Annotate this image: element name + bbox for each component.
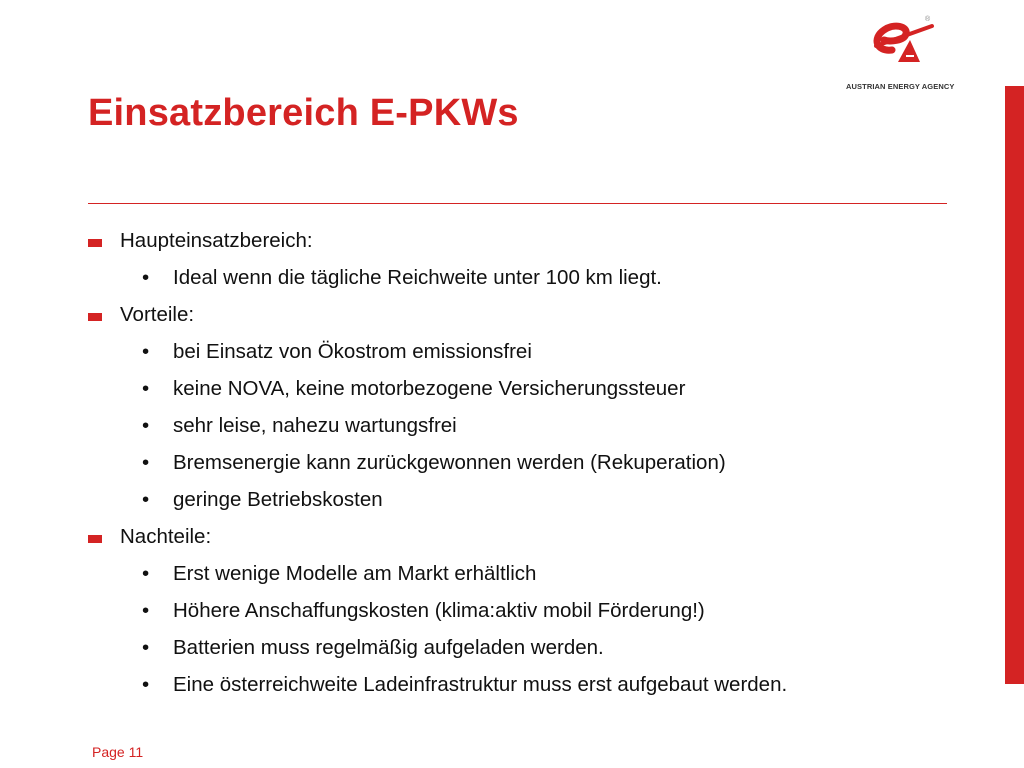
bullet-icon: • [142,599,150,622]
company-logo [846,14,956,91]
red-bar-marker-icon [88,535,102,543]
red-bar-marker-icon [88,239,102,247]
bullet-icon: • [142,488,150,511]
bullet-icon: • [142,451,150,474]
page-number: Page 11 [92,744,144,760]
bullet-icon: • [142,636,150,659]
slide: ® AUSTRIAN ENERGY AGENCY Einsatzbereich E-PKWs Haupteinsatzbereich: • Ideal wenn die tägliche Reichweite unter 100 km liegt. Vorteile: • bei Einsatz von Ökostrom emissionsfrei • keine NOVA, keine motorbezogene Versicherungssteuer • sehr leise, nahezu wartungsfrei • Bremsenergie kann zurückgewonnen werden (Rekuperation) • geringe Betriebskosten Nachteile: • Erst wenige Modelle am Markt erhältlich • Höhere Anschaffungskosten (klima:aktiv mobil Förderung!) • Batterien muss regelmäßig aufgeladen werden. • Eine österreichweite Ladeinfrastruktur muss erst aufgebaut werden. Page 11 [0,0,1024,768]
red-bar-marker-icon [88,313,102,321]
bullet-icon: • [142,562,150,585]
bullet-icon: • [142,266,150,289]
bullet-icon: • [142,414,150,437]
bullet-icon: • [142,340,150,363]
bullet-icon: • [142,673,150,696]
title-divider [88,203,947,204]
company-name: AUSTRIAN ENERGY AGENCY [846,82,955,91]
registered-mark: ® [925,16,931,23]
right-accent-bar [1005,86,1024,684]
bullet-icon: • [142,377,150,400]
slide-title: Einsatzbereich E-PKWs [88,92,519,134]
